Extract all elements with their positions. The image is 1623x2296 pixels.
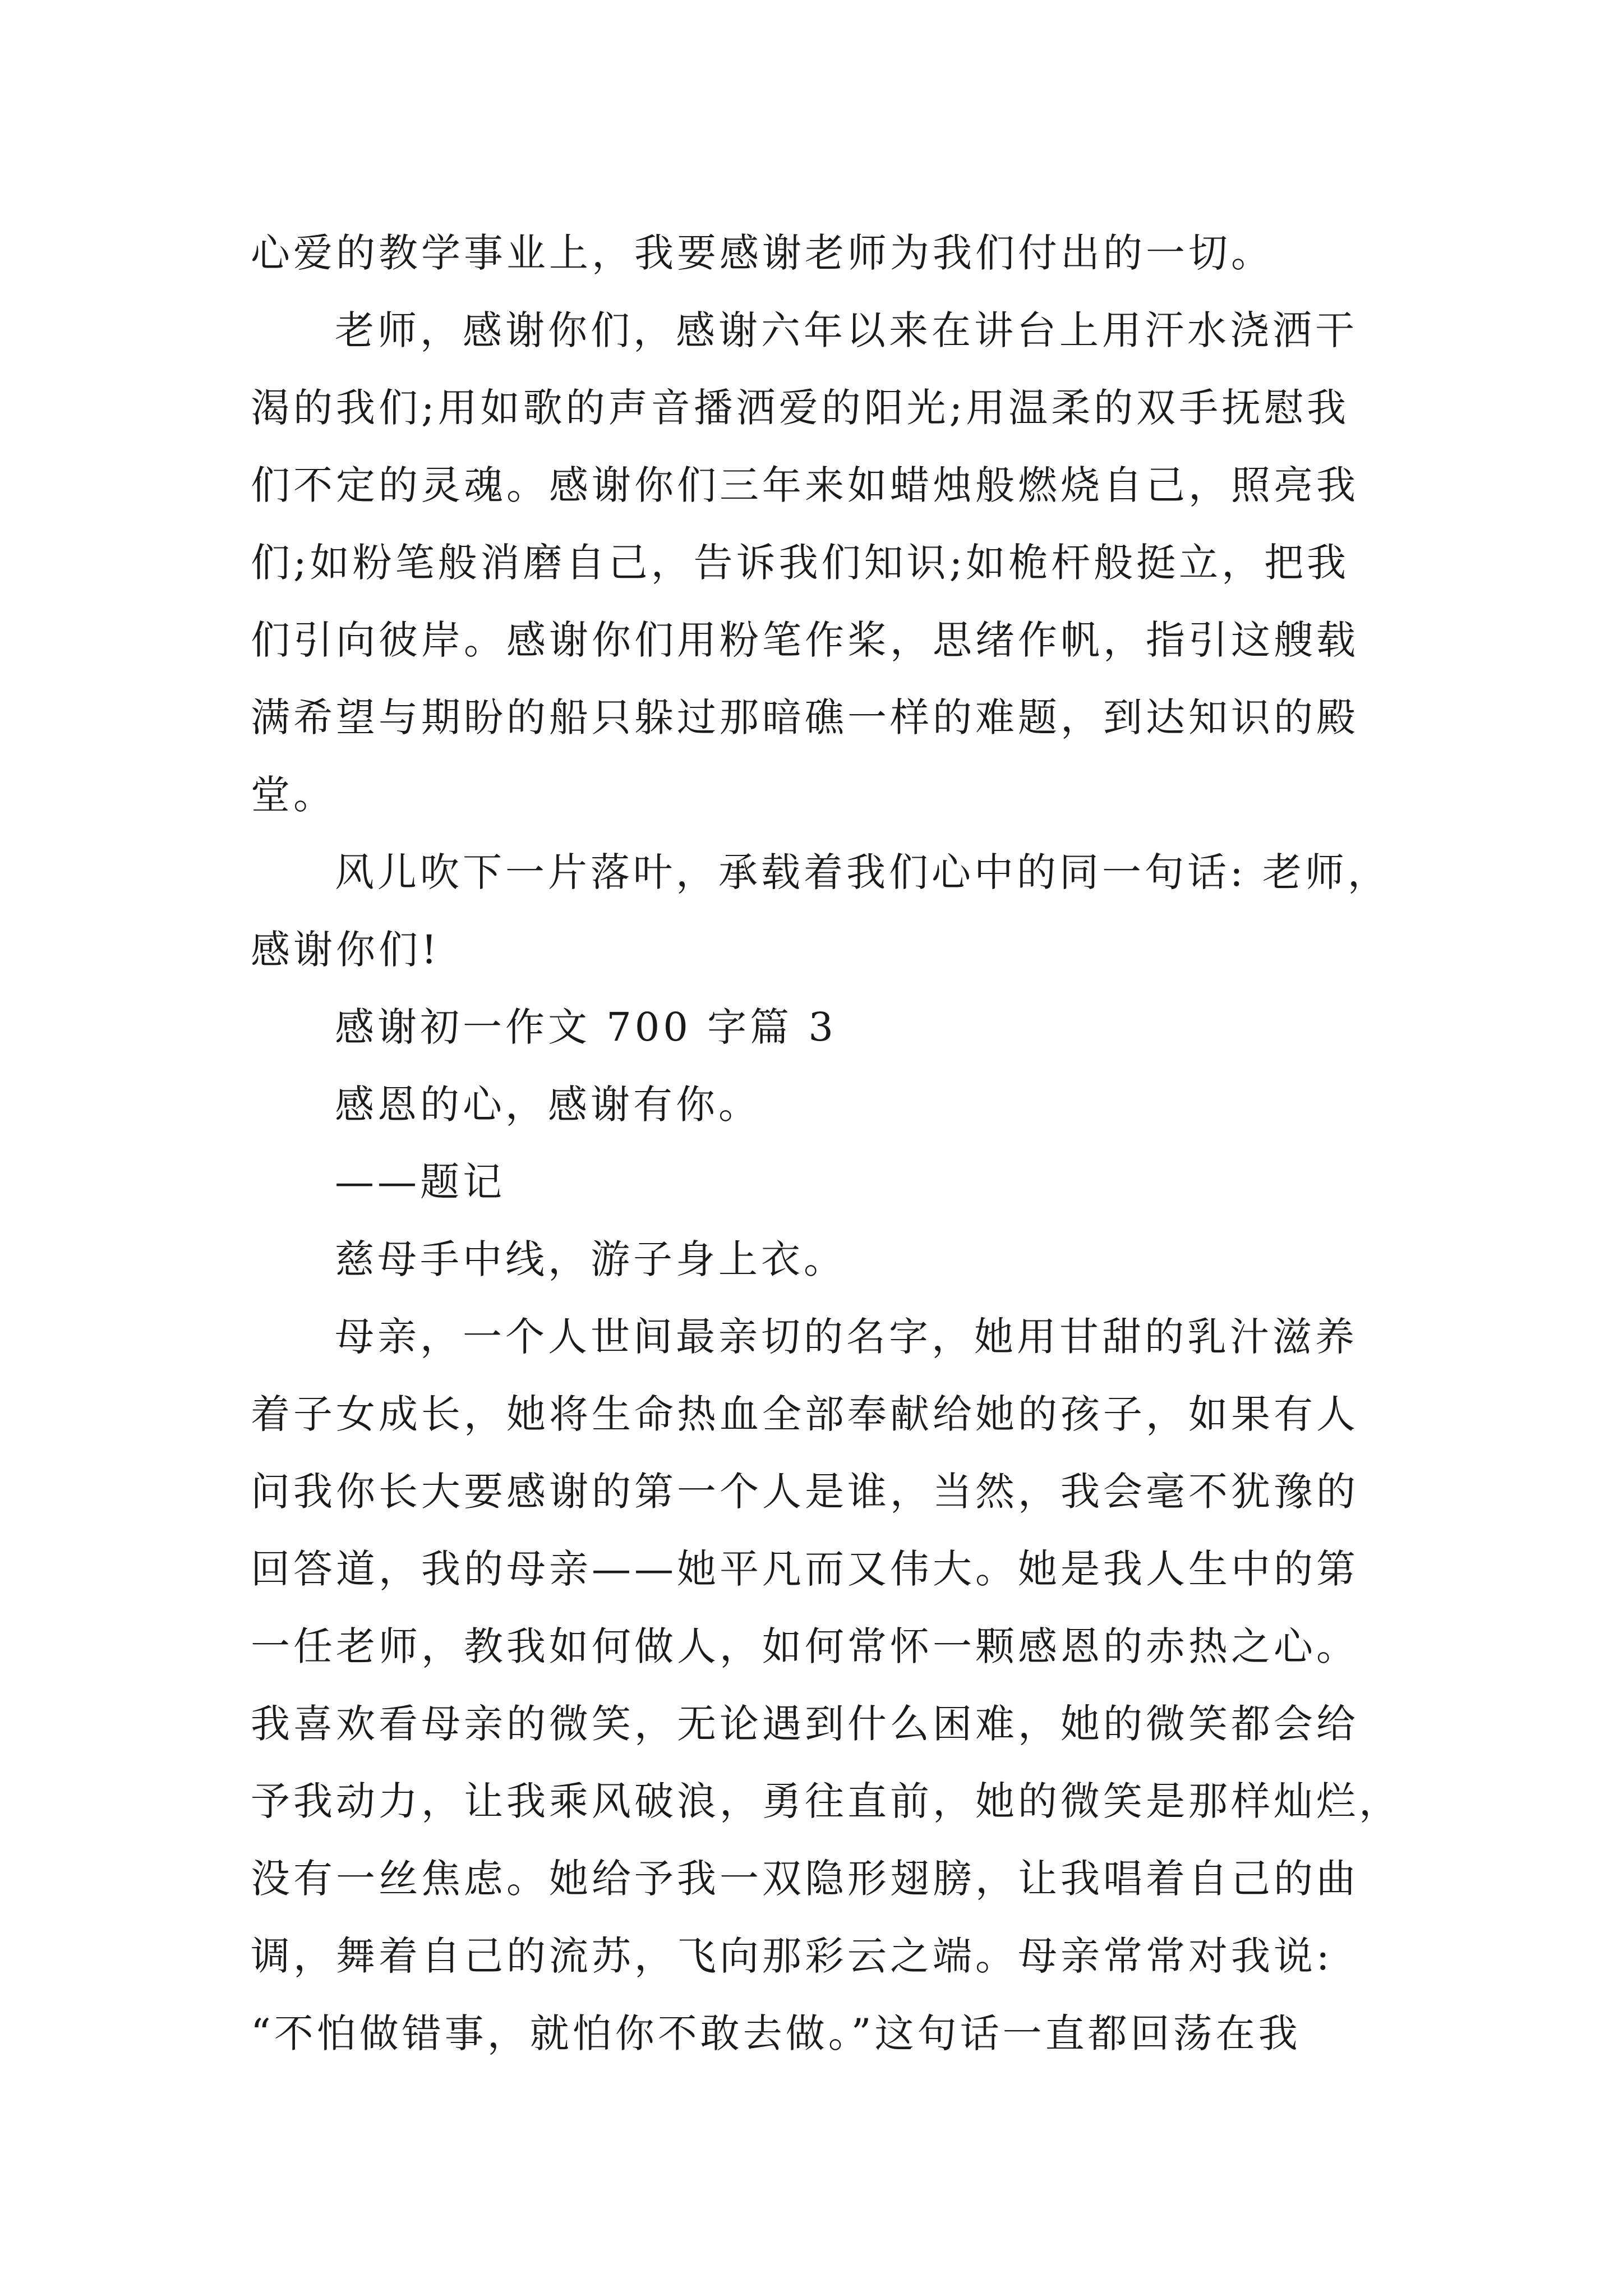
text-line: “不怕做错事，就怕你不敢去做。”这句话一直都回荡在我 [251,2010,1301,2056]
text-line: 感谢你们! [251,927,441,973]
text-line: 我喜欢看母亲的微笑，无论遇到什么困难，她的微笑都会给 [251,1701,1359,1747]
text-line: 们引向彼岸。感谢你们用粉笔作桨，思绪作帆，指引这艘载 [251,617,1359,663]
text-line: 们不定的灵魂。感谢你们三年来如蜡烛般燃烧自己，照亮我 [251,462,1359,508]
text-line: 感恩的心，感谢有你。 [335,1082,761,1128]
text-line: 堂。 [251,772,336,818]
text-line: ——题记 [335,1159,505,1205]
text-line: 着子女成长，她将生命热血全部奉献给她的孩子，如果有人 [251,1391,1359,1437]
text-line: 们;如粉笔般消磨自己，告诉我们知识;如桅杆般挺立，把我 [251,540,1350,586]
text-line: 心爱的教学事业上，我要感谢老师为我们付出的一切。 [251,230,1274,276]
text-line: 问我你长大要感谢的第一个人是谁，当然，我会毫不犹豫的 [251,1469,1359,1515]
text-line: 母亲，一个人世间最亲切的名字，她用甘甜的乳汁滋养 [335,1314,1358,1360]
text-line: 满希望与期盼的船只躲过那暗礁一样的难题，到达知识的殿 [251,694,1359,740]
text-line: 没有一丝焦虑。她给予我一双隐形翅膀，让我唱着自己的曲 [251,1856,1359,1902]
text-line: 慈母手中线，游子身上衣。 [335,1236,846,1282]
text-line: 风儿吹下一片落叶，承载着我们心中的同一句话: 老师， [335,849,1390,895]
text-line: 一任老师，教我如何做人，如何常怀一颗感恩的赤热之心。 [251,1623,1359,1669]
text-line: 老师，感谢你们，感谢六年以来在讲台上用汗水浇洒干 [335,307,1358,353]
text-line: 感谢初一作文 700 字篇 3 [335,1004,837,1050]
text-line: 予我动力，让我乘风破浪，勇往直前，她的微笑是那样灿烂， [251,1778,1401,1824]
text-line: 回答道，我的母亲——她平凡而又伟大。她是我人生中的第 [251,1546,1359,1592]
document-body [251,214,1401,2072]
text-line: 调，舞着自己的流苏，飞向那彩云之端。母亲常常对我说: [251,1933,1333,1979]
text-line: 渴的我们;用如歌的声音播洒爱的阳光;用温柔的双手抚慰我 [251,385,1350,431]
